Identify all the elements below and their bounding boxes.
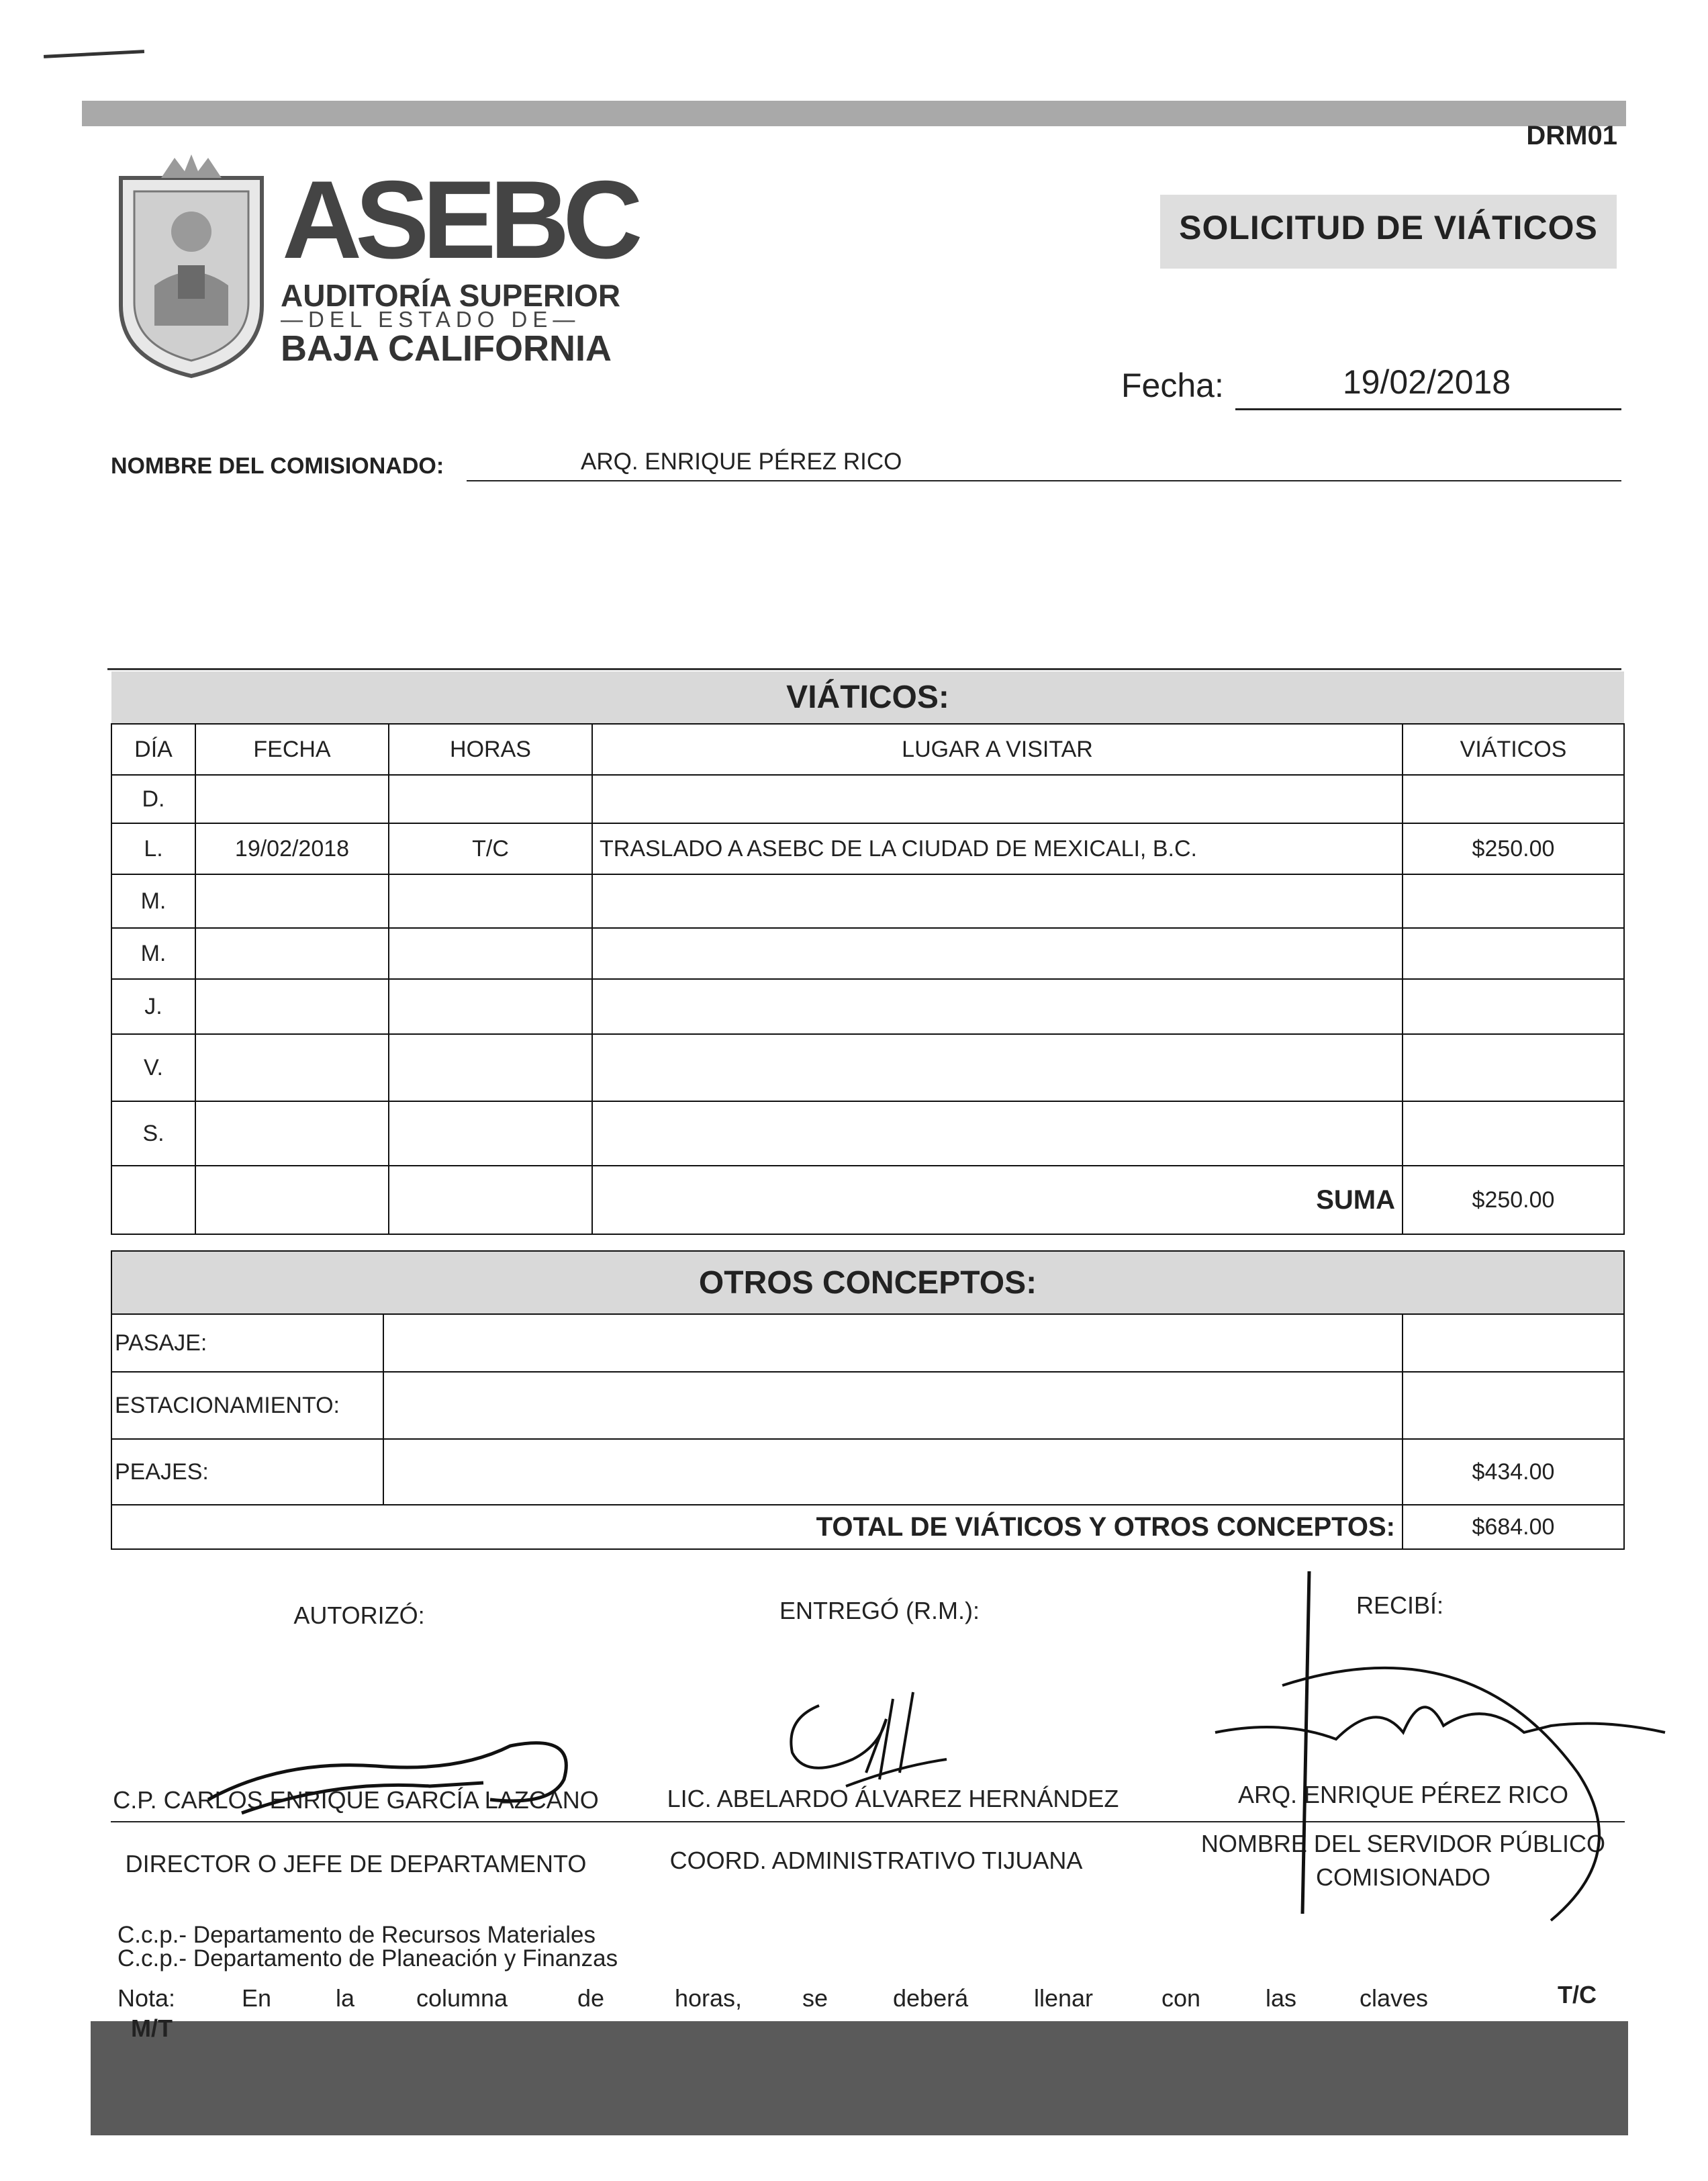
- nota-word: se: [802, 1984, 828, 2012]
- viaticos-table: [111, 671, 1625, 1235]
- suma-value: $250.00: [1403, 1166, 1624, 1234]
- row-monto: $250.00: [1403, 823, 1624, 874]
- otros-detalle: [383, 1314, 1403, 1372]
- table-row: [111, 823, 1624, 874]
- logo-line-3: BAJA CALIFORNIA: [281, 328, 612, 369]
- comisionado-value: ARQ. ENRIQUE PÉREZ RICO: [581, 449, 902, 475]
- col-horas: HORAS: [389, 724, 592, 775]
- nota-word: claves: [1360, 1984, 1429, 2012]
- row-fecha: [195, 874, 389, 928]
- row-lugar: [592, 874, 1403, 928]
- row-dia: M.: [111, 874, 195, 928]
- table-row: [111, 1101, 1624, 1166]
- fecha-underline: [1235, 408, 1621, 410]
- entrego-cargo: COORD. ADMINISTRATIVO TIJUANA: [669, 1847, 1083, 1874]
- nota-word: con: [1161, 1984, 1201, 2012]
- row-lugar: [592, 775, 1403, 823]
- nota-word: horas,: [675, 1984, 743, 2012]
- otros-heading-row: [111, 1251, 1624, 1314]
- logo-line-2: —DEL ESTADO DE—: [281, 307, 581, 332]
- empty-cell: [195, 1166, 389, 1234]
- nota-word: las: [1266, 1984, 1297, 2012]
- row-fecha: [195, 979, 389, 1034]
- row-lugar: TRASLADO A ASEBC DE LA CIUDAD DE MEXICALI, B.C.: [592, 823, 1403, 874]
- nota-tc: T/C: [1558, 1981, 1597, 2008]
- otros-heading: OTROS CONCEPTOS:: [111, 1251, 1624, 1314]
- otros-label: ESTACIONAMIENTO:: [111, 1372, 383, 1439]
- row-monto: [1403, 979, 1624, 1034]
- recibi-label: RECIBÍ:: [1356, 1591, 1444, 1619]
- nota-word: llenar: [1034, 1984, 1094, 2012]
- row-horas: [389, 979, 592, 1034]
- table-row: [111, 979, 1624, 1034]
- otros-monto: [1403, 1314, 1624, 1372]
- row-dia: J.: [111, 979, 195, 1034]
- autorizo-cargo: DIRECTOR O JEFE DE DEPARTAMENTO: [125, 1850, 587, 1877]
- row-horas: [389, 874, 592, 928]
- fecha-label: Fecha:: [1121, 367, 1224, 404]
- otros-table: [111, 1250, 1625, 1550]
- table-row: [111, 874, 1624, 928]
- comisionado-label: NOMBRE DEL COMISIONADO:: [111, 453, 444, 479]
- viaticos-header-row: [111, 724, 1624, 775]
- nota-word: En: [242, 1984, 272, 2012]
- autorizo-name: C.P. CARLOS ENRIQUE GARCÍA LAZCANO: [113, 1786, 599, 1814]
- signature-entrego-icon: [779, 1679, 953, 1796]
- nota-word: deberá: [893, 1984, 969, 2012]
- ccp-line-2: C.c.p.- Departamento de Planeación y Finanzas: [117, 1945, 618, 1971]
- col-viaticos: VIÁTICOS: [1403, 724, 1624, 775]
- row-fecha: [195, 928, 389, 979]
- col-dia: DÍA: [111, 724, 195, 775]
- footer-bar: [91, 2021, 1628, 2135]
- recibi-cargo-1: NOMBRE DEL SERVIDOR PÚBLICO: [1200, 1830, 1606, 1857]
- page-title: SOLICITUD DE VIÁTICOS: [1179, 209, 1598, 246]
- row-dia: S.: [111, 1101, 195, 1166]
- total-value: $684.00: [1403, 1505, 1624, 1549]
- otros-detalle: [383, 1372, 1403, 1439]
- row-lugar: [592, 979, 1403, 1034]
- total-label: TOTAL DE VIÁTICOS Y OTROS CONCEPTOS:: [111, 1505, 1403, 1549]
- logo-line-1: AUDITORÍA SUPERIOR: [281, 278, 621, 313]
- table-row: [111, 1439, 1624, 1505]
- nota-mt: M/T: [131, 2014, 173, 2042]
- nota-word: la: [336, 1984, 355, 2012]
- table-row: [111, 1034, 1624, 1101]
- row-dia: L.: [111, 823, 195, 874]
- row-lugar: [592, 1101, 1403, 1166]
- row-lugar: [592, 1034, 1403, 1101]
- row-monto: [1403, 928, 1624, 979]
- row-monto: [1403, 775, 1624, 823]
- autorizo-label: AUTORIZÓ:: [293, 1602, 425, 1629]
- row-lugar: [592, 928, 1403, 979]
- scan-mark: [44, 50, 144, 58]
- empty-cell: [389, 1166, 592, 1234]
- row-horas: [389, 928, 592, 979]
- row-fecha: [195, 1034, 389, 1101]
- row-horas: [389, 775, 592, 823]
- row-monto: [1403, 1034, 1624, 1101]
- total-row: [111, 1505, 1624, 1549]
- otros-detalle: [383, 1439, 1403, 1505]
- nota-word: columna: [416, 1984, 508, 2012]
- nota-word: de: [577, 1984, 605, 2012]
- otros-monto: [1403, 1372, 1624, 1439]
- empty-cell: [111, 1166, 195, 1234]
- nota-word: Nota:: [117, 1984, 176, 2012]
- table-row: [111, 775, 1624, 823]
- entrego-label: ENTREGÓ (R.M.):: [779, 1597, 980, 1624]
- row-dia: V.: [111, 1034, 195, 1101]
- viaticos-heading-row: [111, 671, 1624, 724]
- signature-autorizo-icon: [201, 1719, 591, 1830]
- fecha-value: 19/02/2018: [1342, 363, 1511, 401]
- viaticos-heading: VIÁTICOS:: [111, 671, 1624, 724]
- row-horas: [389, 1101, 592, 1166]
- table-row: [111, 1372, 1624, 1439]
- ccp-line-1: C.c.p.- Departamento de Recursos Materiales: [117, 1922, 596, 1948]
- header-bar: [82, 101, 1626, 126]
- col-lugar: LUGAR A VISITAR: [592, 724, 1403, 775]
- comisionado-underline: [467, 480, 1621, 481]
- entrego-name: LIC. ABELARDO ÁLVAREZ HERNÁNDEZ: [667, 1785, 1119, 1812]
- coat-of-arms-logo: [114, 151, 269, 379]
- suma-label: SUMA: [592, 1166, 1403, 1234]
- row-dia: M.: [111, 928, 195, 979]
- section-divider: [107, 668, 1621, 670]
- row-horas: [389, 1034, 592, 1101]
- logo-abbreviation: ASEBC: [282, 158, 636, 281]
- row-monto: [1403, 874, 1624, 928]
- recibi-name: ARQ. ENRIQUE PÉREZ RICO: [1237, 1781, 1569, 1808]
- suma-row: [111, 1166, 1624, 1234]
- row-monto: [1403, 1101, 1624, 1166]
- otros-label: PEAJES:: [111, 1439, 383, 1505]
- otros-monto: $434.00: [1403, 1439, 1624, 1505]
- row-fecha: [195, 775, 389, 823]
- table-row: [111, 928, 1624, 979]
- row-horas: T/C: [389, 823, 592, 874]
- otros-label: PASAJE:: [111, 1314, 383, 1372]
- row-fecha: [195, 1101, 389, 1166]
- col-fecha: FECHA: [195, 724, 389, 775]
- table-row: [111, 1314, 1624, 1372]
- row-fecha: 19/02/2018: [195, 823, 389, 874]
- form-code: DRM01: [1526, 121, 1617, 150]
- recibi-cargo-2: COMISIONADO: [1315, 1863, 1490, 1891]
- row-dia: D.: [111, 775, 195, 823]
- signature-recibi-icon: [1202, 1565, 1672, 1944]
